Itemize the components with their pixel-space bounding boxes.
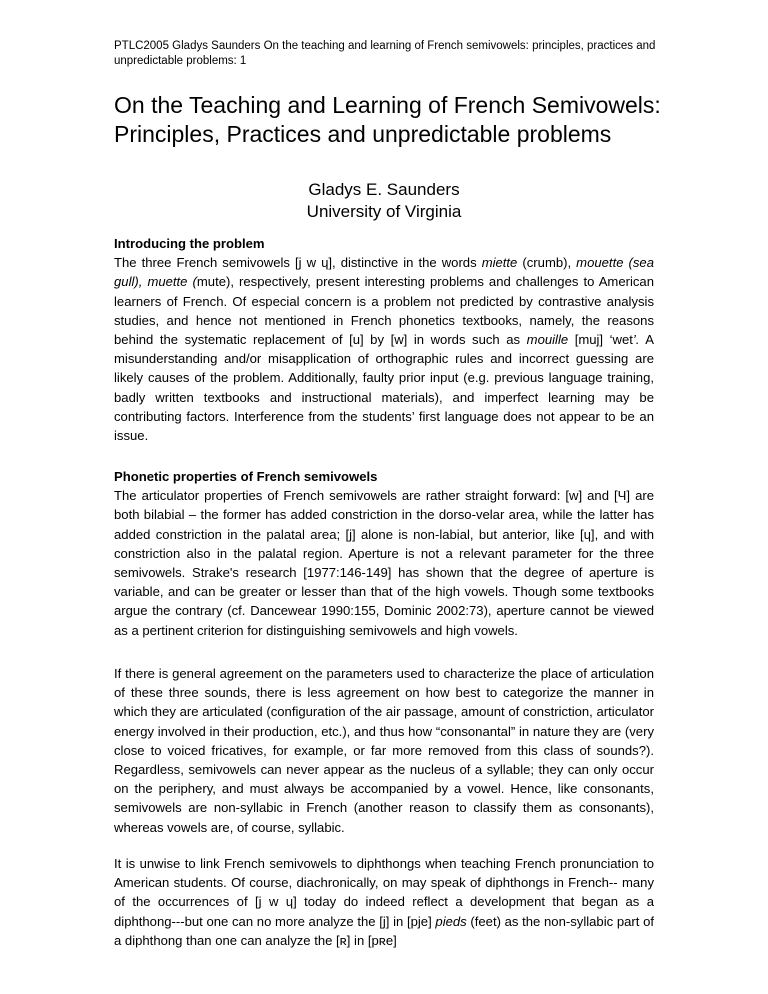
section-phonetic-properties: [114, 467, 654, 640]
text-run: It is unwise to link French semivowels to diphthongs when teaching French pronunciation to American students. Of course, diachronically, on may speak of diphthongs in French-- many of the occurrences of [j w ɥ] today do indeed reflect a development that began as a diphthong---but one can no more analyze the [j] in [pje]: [114, 856, 654, 929]
example-word: miette: [481, 255, 518, 271]
text-run: mute), respectively, present interesting problems and challenges to American learners of French. Of especial concern is a problem not predicted by contrastive analysis studies, and hence not mentioned in French phonetics textbooks, namely, the reasons behind the systematic replacement of [u] by [w] in words such as: [114, 274, 654, 348]
example-word: muette (: [147, 274, 197, 290]
body-paragraph: If there is general agreement on the parameters used to characterize the place of articulation of these three sounds, there is less agreement on how best to categorize the manner in which they are articulated (configuration of the air passage, amount of constriction, articulator energy involved in their production, etc.), and thus how “consonantal” in nature they are (very close to voiced fricatives, for example, or far more removed from this class of sounds?). Regardless, semivowels can never appear as the nucleus of a syllable; they can only occur on the periphery, and must always be accompanied by a vowel. Hence, like consonants, semivowels are non-syllabic in French (another reason to classify them as consonants), whereas vowels are, of course, syllabic.: [114, 666, 654, 835]
body-paragraph: [114, 253, 654, 445]
example-word: mouette (sea gull),: [114, 255, 654, 290]
body-paragraph: [114, 854, 654, 950]
running-header-line: unpredictable problems: 1: [114, 55, 247, 67]
text-run: (crumb),: [517, 255, 577, 271]
running-header-line: PTLC2005 Gladys Saunders On the teaching and learning of French semivowels: principles, practices and: [114, 40, 656, 52]
title-line: On the Teaching and Learning of French Semivowels:: [114, 92, 661, 118]
example-word: mouille: [526, 332, 569, 348]
example-word: ’.: [632, 332, 640, 348]
example-word: pieds: [435, 913, 467, 929]
text-run: [muj] ‘wet: [568, 332, 633, 348]
title-line: Principles, Practices and unpredictable problems: [114, 121, 612, 147]
author-name: Gladys E. Saunders: [308, 180, 460, 199]
section-heading: Phonetic properties of French semivowels: [114, 469, 378, 484]
section-agreement: [114, 664, 654, 837]
body-paragraph: The articulator properties of French semivowels are rather straight forward: [w] and [Ч] are both bilabial – the former has added constriction in the dorso-velar area, while the latter has added constriction in the palatal area; [j] alone is non-labial, but anterior, like [ɥ], and with constriction also in the palatal region. Aperture is not a relevant parameter for the three semivowels. Strake's research [1977:146-149] has shown that the degree of aperture is variable, and can be greater or lesser than that of the high vowels. Though some textbooks argue the contrary (cf. Dancewear 1990:155, Dominic 2002:73), aperture cannot be viewed as a pertinent criterion for distinguishing semivowels and high vowels.: [114, 488, 654, 638]
section-diphthongs: [114, 854, 654, 950]
running-header: [114, 39, 674, 69]
section-introduction: [114, 234, 654, 445]
text-run: (feet) as the non-syllabic part of a diphthong than one can analyze the [ʀ] in [pʀe]: [114, 913, 654, 948]
text-run: The three French semivowels [j w ɥ], distinctive in the words: [114, 255, 482, 271]
section-heading: Introducing the problem: [114, 236, 265, 251]
author-affiliation: University of Virginia: [306, 202, 462, 221]
paper-title: [114, 91, 714, 149]
text-run: A misunderstanding and/or misapplication of orthographic rules and incorrect guessing are likely causes of the problem. Additionally, faulty prior input (e.g. previous language training, badly written textbooks and instructional materials), and imperfect learning may be contributing factors. Interference from the students’ first language does not appear to be an issue.: [114, 332, 655, 444]
